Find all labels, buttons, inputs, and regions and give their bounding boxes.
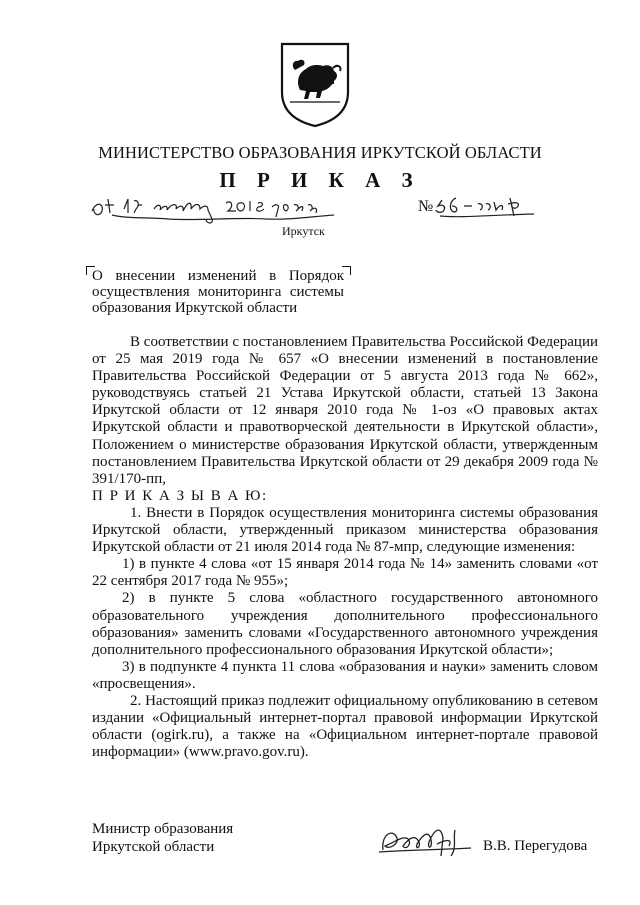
coat-of-arms-emblem <box>276 40 354 128</box>
document-body <box>92 334 598 761</box>
order-word: П Р И К А З Ы В А Ю: <box>92 487 268 504</box>
order-item-1-3: 3) в подпункте 4 пункта 11 слова «образования и науки» заменить словом «просвещения». <box>92 658 598 692</box>
order-item-1: 1. Внести в Порядок осуществления мониторинга системы образования Иркутской области, утвержденный приказом министерства образования Иркутской области от 21 июля 2014 года № 87-мпр, следующие изменения: <box>92 504 598 556</box>
ministry-name: МИНИСТЕРСТВО ОБРАЗОВАНИЯ ИРКУТСКОЙ ОБЛАСТИ <box>98 143 542 162</box>
handwritten-number <box>430 192 540 224</box>
document-subject <box>92 268 344 316</box>
handwritten-date <box>88 193 338 227</box>
order-item-2: 2. Настоящий приказ подлежит официальному опубликованию в сетевом издании «Официальный интернет-портал правовой информации Иркутской области (ogirk.ru), а также на «Официальном интернет-портале правовой информации» (www.pravo.gov.ru). <box>92 692 598 761</box>
subject-line: О внесении изменений в Порядок <box>92 268 344 284</box>
subject-line: осуществления мониторинга системы <box>92 284 344 300</box>
position-line: Министр образования <box>92 821 234 837</box>
order-item-1-2: 2) в пункте 5 слова «областного государственного автономного образовательного учреждения дополнительного профессионального образования» заменить словами «Государственного автономного учреждения дополнительного профессионального образования Иркутской области»; <box>92 590 598 658</box>
position-line: Иркутской области <box>92 839 215 855</box>
handwritten-signature <box>375 820 475 862</box>
preamble-paragraph: В соответствии с постановлением Правительства Российской Федерации от 25 мая 2019 года № 657 «О внесении изменений в постановление Правительства Российской Федерации от 5 августа 2013 года № 662», руководствуясь статьей 21 Устава Иркутской области, статьей 13 Закона Иркутской области от 12 января 2010 года № 1-оз «О правовых актах Иркутской области и правотворческой деятельности в Иркутской области», Положением о министерстве образования Иркутской области, утвержденным постановлением Правительства Иркутской области от 29 декабря 2009 года № 391/170-пп, <box>92 334 598 487</box>
order-item-1-1: 1) в пункте 4 слова «от 15 января 2014 года № 14» заменить словами «от 22 сентября 2017 года № 955»; <box>92 556 598 590</box>
signatory-position <box>92 820 233 856</box>
document-type-title: П Р И К А З <box>219 168 421 192</box>
number-label: № <box>418 198 434 215</box>
signatory-name: В.В. Перегудова <box>483 838 588 854</box>
city-name: Иркутск <box>282 224 325 238</box>
subject-line: образования Иркутской области <box>92 300 298 316</box>
